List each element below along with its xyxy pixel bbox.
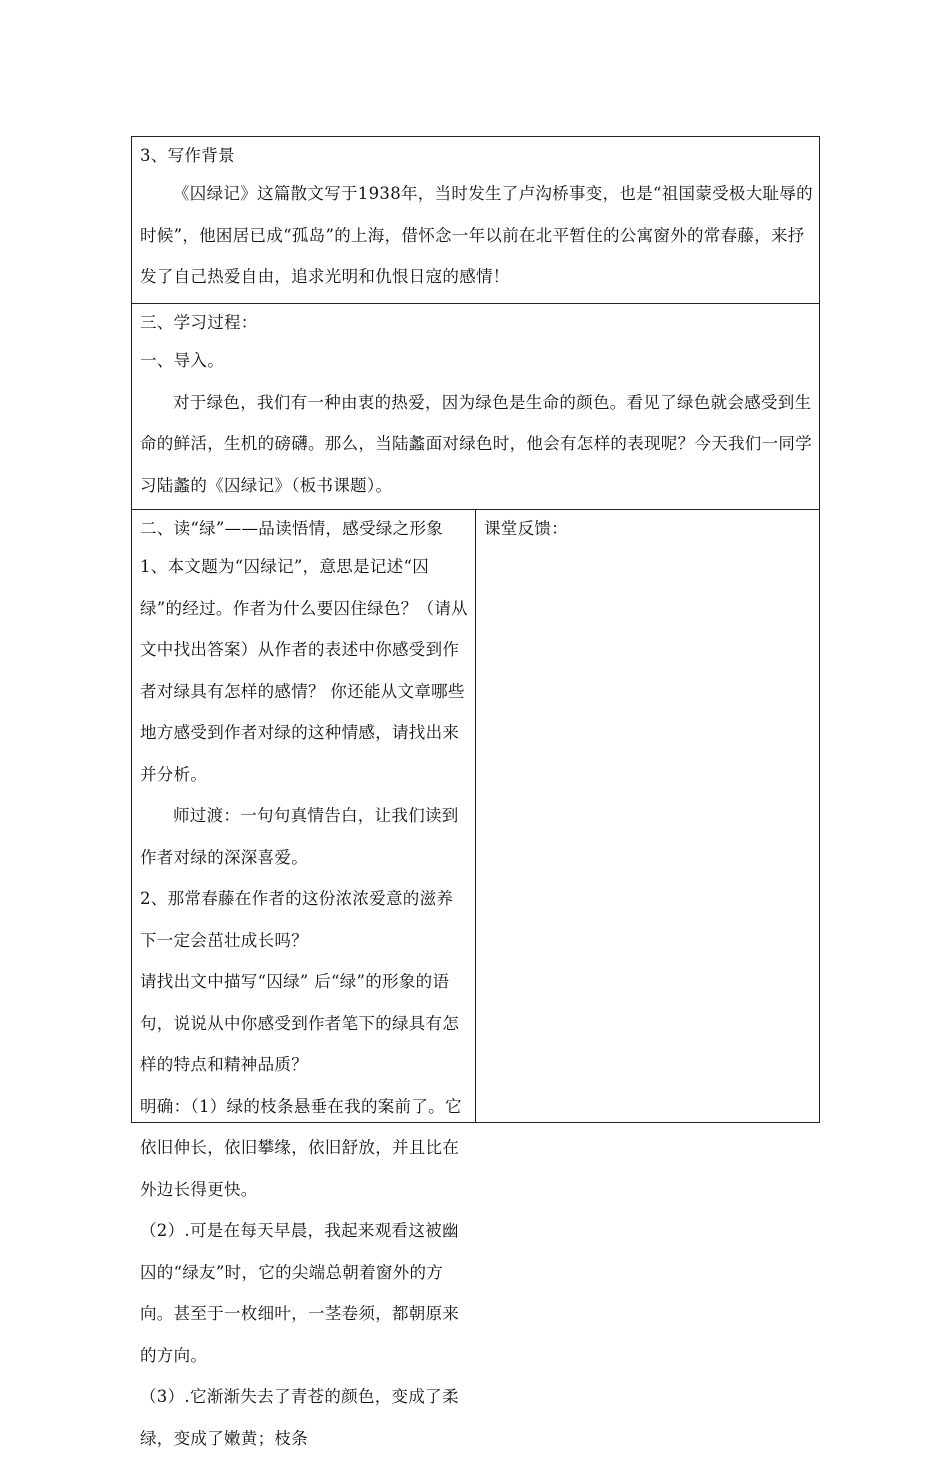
feedback-cell [476,510,820,1123]
table-row [132,137,820,304]
section-heading: 二、读“绿”——品读悟情，感受绿之形象 [140,519,444,538]
reading-cell [132,510,476,1448]
section-heading: 3、写作背景 [140,146,235,165]
answer-3: （3）.它渐渐失去了青苍的颜色，变成了柔绿，变成了嫩黄；枝条 [140,1387,459,1448]
background-cell [132,137,820,304]
intro-paragraph: 对于绿色，我们有一种由衷的热爱，因为绿色是生命的颜色。看见了绿色就会感受到生命的鲜活，生机的磅礴。那么，当陆蠡面对绿色时，他会有怎样的表现呢？今天我们一同学习陆蠡的《囚绿记》（板书课题）。 [140,392,812,495]
process-cell [132,304,820,510]
table-row [132,304,820,510]
section-heading: 三、学习过程： [140,313,258,332]
answer-2: （2）.可是在每天早晨，我起来观看这被幽囚的“绿友”时，它的尖端总朝着窗外的方向。甚至于一枚细叶，一茎卷须，都朝原来的方向。 [140,1221,460,1365]
table-row [132,510,820,1123]
sub-heading: 一、导入。 [140,351,224,370]
question-1: 1、本文题为“囚绿记”，意思是记述“囚绿”的经过。作者为什么要囚住绿色？（请从文中找出答案）从作者的表述中你感受到作者对绿具有怎样的感情？ 你还能从文章哪些地方感受到作者对绿的这种情感，请找出来并分析。 [140,557,468,784]
feedback-label: 课堂反馈： [484,519,568,538]
teacher-transition: 师过渡：一句句真情告白，让我们读到作者对绿的深深喜爱。 [140,806,459,867]
question-2-line-2: 请找出文中描写“囚绿” 后“绿”的形象的语句，说说从中你感受到作者笔下的绿具有怎样的特点和精神品质？ [140,972,460,1074]
answer-1: 明确：（1）绿的枝条悬垂在我的案前了。它依旧伸长，依旧攀缘，依旧舒放，并且比在外边长得更快。 [140,1096,462,1199]
lesson-plan-table [131,136,820,1448]
background-paragraph: 《囚绿记》这篇散文写于1938年，当时发生了卢沟桥事变，也是“祖国蒙受极大耻辱的时候”，他困居已成“孤岛”的上海，借怀念一年以前在北平暂住的公寓窗外的常春藤，来抒发了自己热爱自由，追求光明和仇恨日寇的感情！ [140,184,813,286]
question-2-line-1: 2、那常春藤在作者的这份浓浓爱意的滋养下一定会茁壮成长吗？ [140,889,454,950]
